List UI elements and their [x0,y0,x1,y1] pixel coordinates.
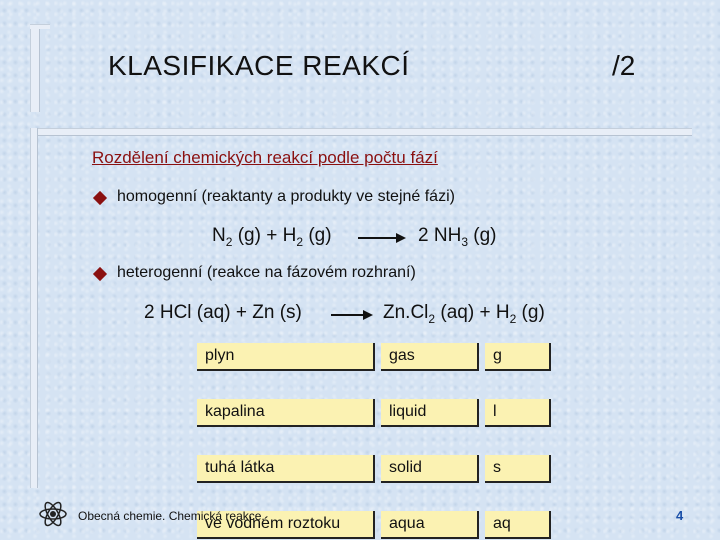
equation-heterogeneous-reactants: 2 HCl (aq) + Zn (s) [144,302,302,323]
decorative-frame-left [30,128,38,488]
table-cell: plyn [197,343,375,371]
table-cell: l [485,399,551,427]
equation-heterogeneous-products: $Zn.Cl_2$ $(aq) + H_2$ (g) [383,302,545,326]
table-cell: aqua [381,511,479,539]
bullet-homogeneous: homogenní (reaktanty a produkty ve stejné fázi) [117,188,455,205]
table-row [197,399,551,427]
table-cell: gas [381,343,479,371]
table-cell: g [485,343,551,371]
decorative-frame-divider [30,128,692,136]
equation-homogeneous-products: 2 $NH_3$ (g) [418,225,497,249]
slide-marker: /2 [612,50,636,81]
section-subtitle: Rozdělení chemických reakcí podle počtu fází [92,148,438,167]
decorative-frame-top-cap [30,24,50,29]
table-cell: tuhá látka [197,455,375,483]
table-row [197,343,551,371]
table-cell: solid [381,455,479,483]
reaction-arrow-icon [331,314,371,316]
atom-logo-icon [38,500,68,528]
table-cell: aq [485,511,551,539]
bullet-heterogeneous: heterogenní (reakce na fázovém rozhraní) [117,264,416,281]
equation-homogeneous-reactants: $N_2$ $(g) + H_2$ (g) [212,225,332,249]
table-cell: kapalina [197,399,375,427]
reaction-arrow-icon [358,237,404,239]
table-cell: ve vodném roztoku [197,511,375,539]
table-row [197,455,551,483]
bullet-diamond-icon [93,267,107,281]
page-number: 4 [676,508,684,523]
table-cell: liquid [381,399,479,427]
slide-title: KLASIFIKACE REAKCÍ [108,50,410,81]
decorative-frame-top [30,24,40,112]
table-cell: s [485,455,551,483]
bullet-diamond-icon [93,191,107,205]
footer-text: Obecná chemie. Chemická reakce. [78,509,265,523]
